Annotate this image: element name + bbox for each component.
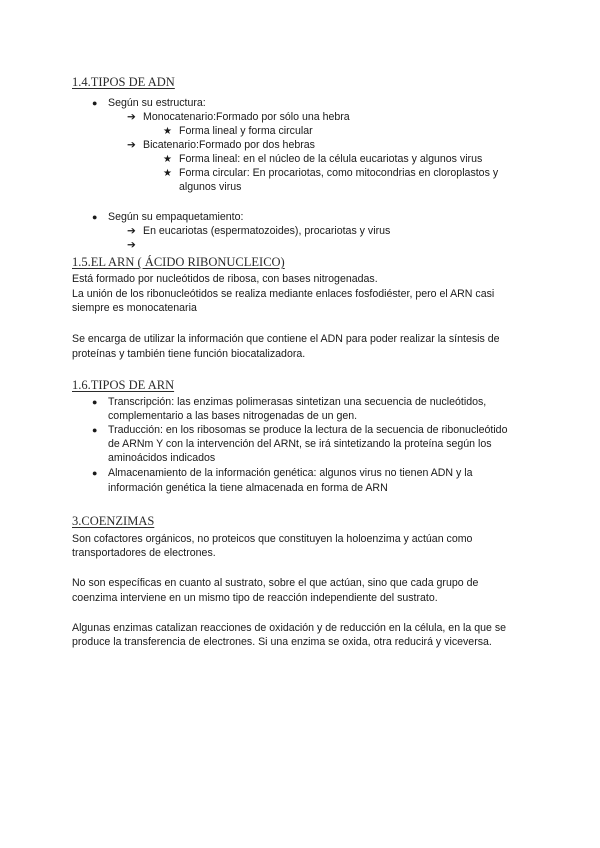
star-icon: ★ xyxy=(163,168,172,179)
list-item: Monocatenario:Formado por sólo una hebra xyxy=(143,111,350,123)
section-heading-arn: 1.5.EL ARN ( ÁCIDO RIBONUCLEICO) xyxy=(72,255,285,269)
arrow-icon: ➔ xyxy=(127,111,136,123)
list-item-continuation: algunos virus xyxy=(179,181,242,193)
bullet-icon: ● xyxy=(92,98,98,108)
arrow-icon: ➔ xyxy=(127,225,136,237)
paragraph-line: coenzima interviene en un mismo tipo de reacción independiente del sustrato. xyxy=(72,592,438,604)
paragraph-line: proteínas y también tiene función biocatalizadora. xyxy=(72,348,306,360)
list-item: En eucariotas (espermatozoides), procariotas y virus xyxy=(143,225,391,237)
list-item: Forma circular: En procariotas, como mitocondrias en cloroplastos y xyxy=(179,167,499,179)
paragraph-line: transportadores de electrones. xyxy=(72,547,216,559)
paragraph-line: Se encarga de utilizar la información que contiene el ADN para poder realizar la síntesis de xyxy=(72,333,500,345)
paragraph-line: Está formado por nucleótidos de ribosa, con bases nitrogenadas. xyxy=(72,273,378,285)
list-item: Forma lineal y forma circular xyxy=(179,125,313,137)
paragraph-line: produce la transferencia de electrones. Si una enzima se oxida, otra reducirá y viceversa. xyxy=(72,636,492,648)
paragraph-line: Algunas enzimas catalizan reacciones de oxidación y de reducción en la célula, en la que se xyxy=(72,622,507,634)
bullet-icon: ● xyxy=(92,425,98,435)
list-item-continuation: información genética la tiene almacenada en forma de ARN xyxy=(108,482,388,494)
section-heading-tipos-arn: 1.6.TIPOS DE ARN xyxy=(72,378,175,392)
section-heading-tipos-adn: 1.4.TIPOS DE ADN xyxy=(72,75,175,89)
list-item: Forma lineal: en el núcleo de la célula eucariotas y algunos virus xyxy=(179,153,483,165)
list-item: Traducción: en los ribosomas se produce la lectura de la secuencia de ribonucleótido xyxy=(108,424,508,436)
paragraph-line: La unión de los ribonucleótidos se realiza mediante enlaces fosfodiéster, pero el ARN casi xyxy=(72,288,495,300)
list-item-continuation: complementario a las bases nitrogenadas de un gen. xyxy=(108,410,358,422)
list-item: Según su empaquetamiento: xyxy=(108,211,244,223)
star-icon: ★ xyxy=(163,126,172,137)
star-icon: ★ xyxy=(163,154,172,165)
list-item-continuation: aminoácidos indicados xyxy=(108,452,216,464)
list-item: Según su estructura: xyxy=(108,97,206,109)
paragraph-line: Son cofactores orgánicos, no proteicos que constituyen la holoenzima y actúan como xyxy=(72,533,473,545)
bullet-icon: ● xyxy=(92,468,98,478)
list-item: Transcripción: las enzimas polimerasas sintetizan una secuencia de nucleótidos, xyxy=(108,396,487,408)
section-heading-coenzimas: 3.COENZIMAS xyxy=(72,514,155,528)
list-item: Bicatenario:Formado por dos hebras xyxy=(143,139,315,151)
bullet-icon: ● xyxy=(92,212,98,222)
paragraph-line: No son específicas en cuanto al sustrato, sobre el que actúan, sino que cada grupo de xyxy=(72,577,479,589)
paragraph-line: siempre es monocatenaria xyxy=(72,302,197,314)
arrow-icon: ➔ xyxy=(127,139,136,151)
arrow-icon: ➔ xyxy=(127,239,136,251)
list-item-continuation: de ARNm Y con la intervención del ARNt, se irá sintetizando la proteína según los xyxy=(108,438,492,450)
list-item: Almacenamiento de la información genética: algunos virus no tienen ADN y la xyxy=(108,467,473,479)
bullet-icon: ● xyxy=(92,397,98,407)
